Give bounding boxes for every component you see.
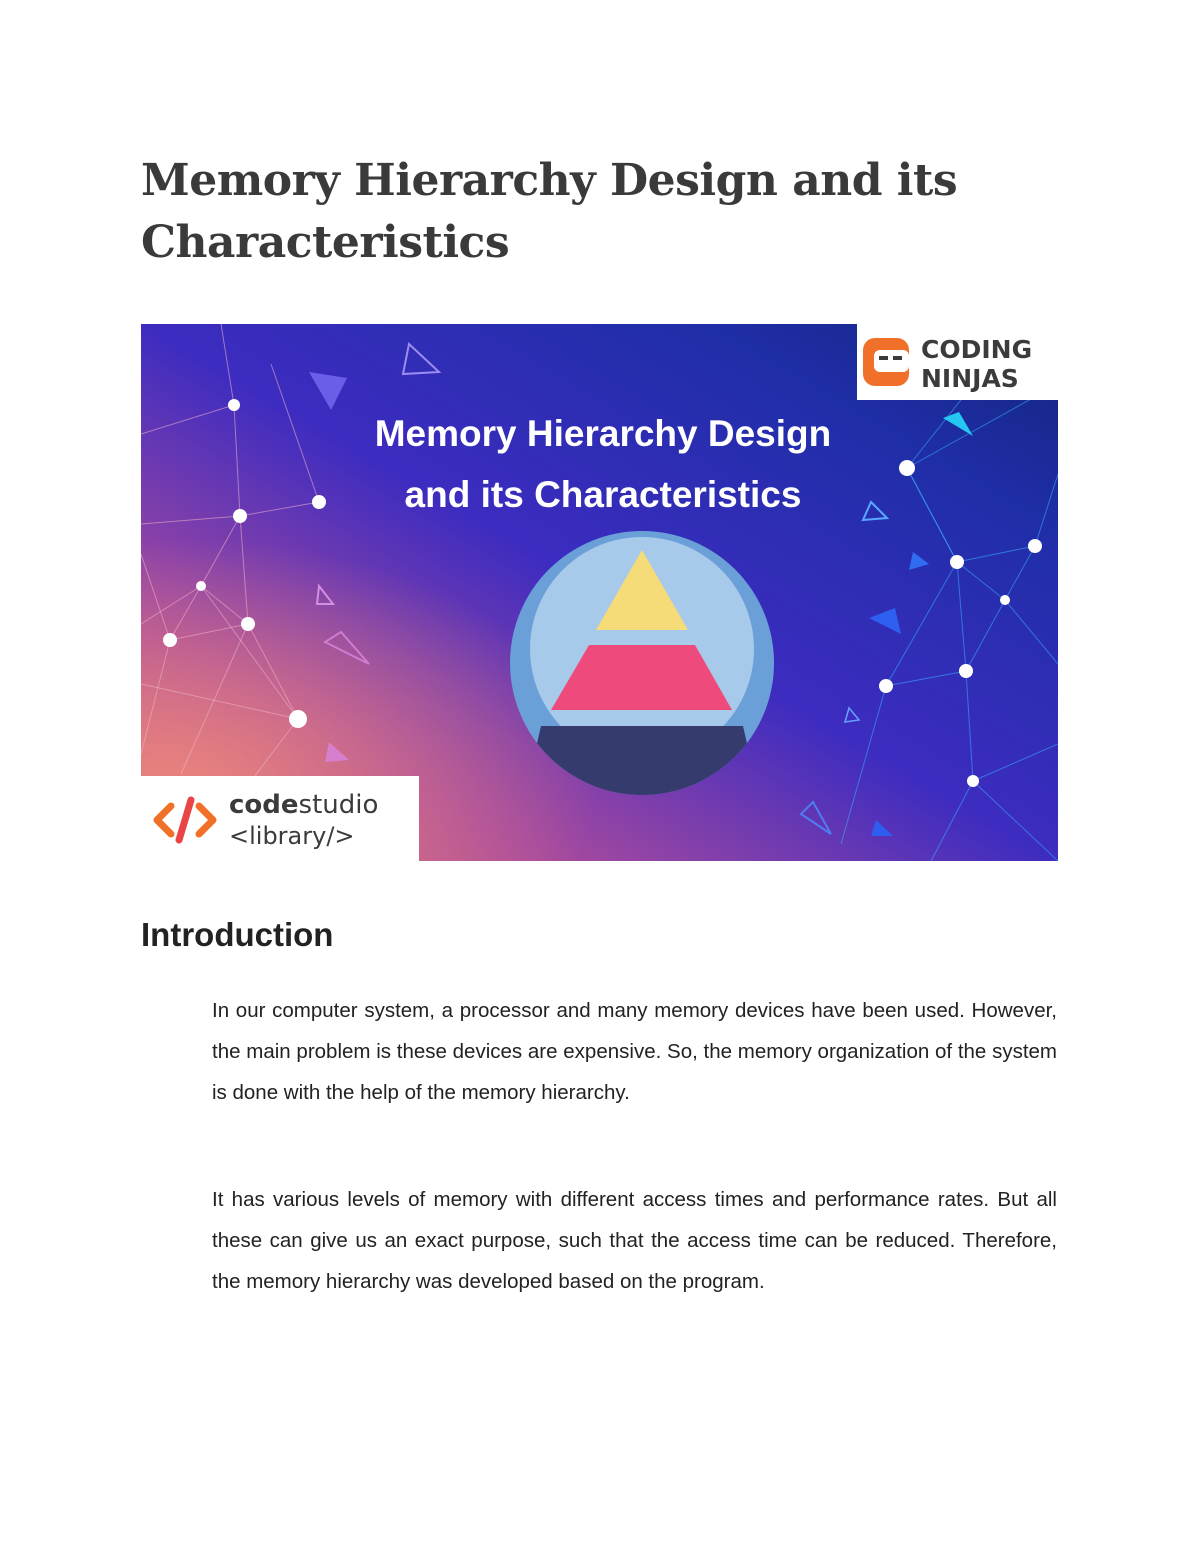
banner-heading-line2: and its Characteristics <box>404 474 802 515</box>
coding-ninjas-line1: CODING <box>921 335 1033 364</box>
banner-heading-line1: Memory Hierarchy Design <box>374 413 832 454</box>
section-heading: Introduction <box>141 916 334 953</box>
coding-ninjas-logo <box>857 324 1058 400</box>
document-title: Memory Hierarchy Design and its Characteristics <box>141 155 958 268</box>
codestudio-word-code: code <box>229 790 299 820</box>
codestudio-word-studio: studio <box>298 790 379 820</box>
coding-ninjas-line2: NINJAS <box>921 364 1019 393</box>
codestudio-library: <library/> <box>229 822 355 850</box>
banner-graphic <box>141 324 1058 861</box>
codestudio-logo <box>141 776 419 861</box>
intro-paragraph-1: In our computer system, a processor and many memory devices have been used. However, the main problem is these devices are expensive. So, the memory organization of the system is done with the help of the memory hierarchy. <box>212 999 1057 1104</box>
banner-image <box>141 324 1058 861</box>
svg-text:codestudio <box>229 790 378 820</box>
intro-paragraph-2: It has various levels of memory with different access times and performance rates. But all these can give us an exact purpose, such that the access time can be reduced. Therefore, the memory hierarchy was developed based on the program. <box>212 1188 1057 1293</box>
